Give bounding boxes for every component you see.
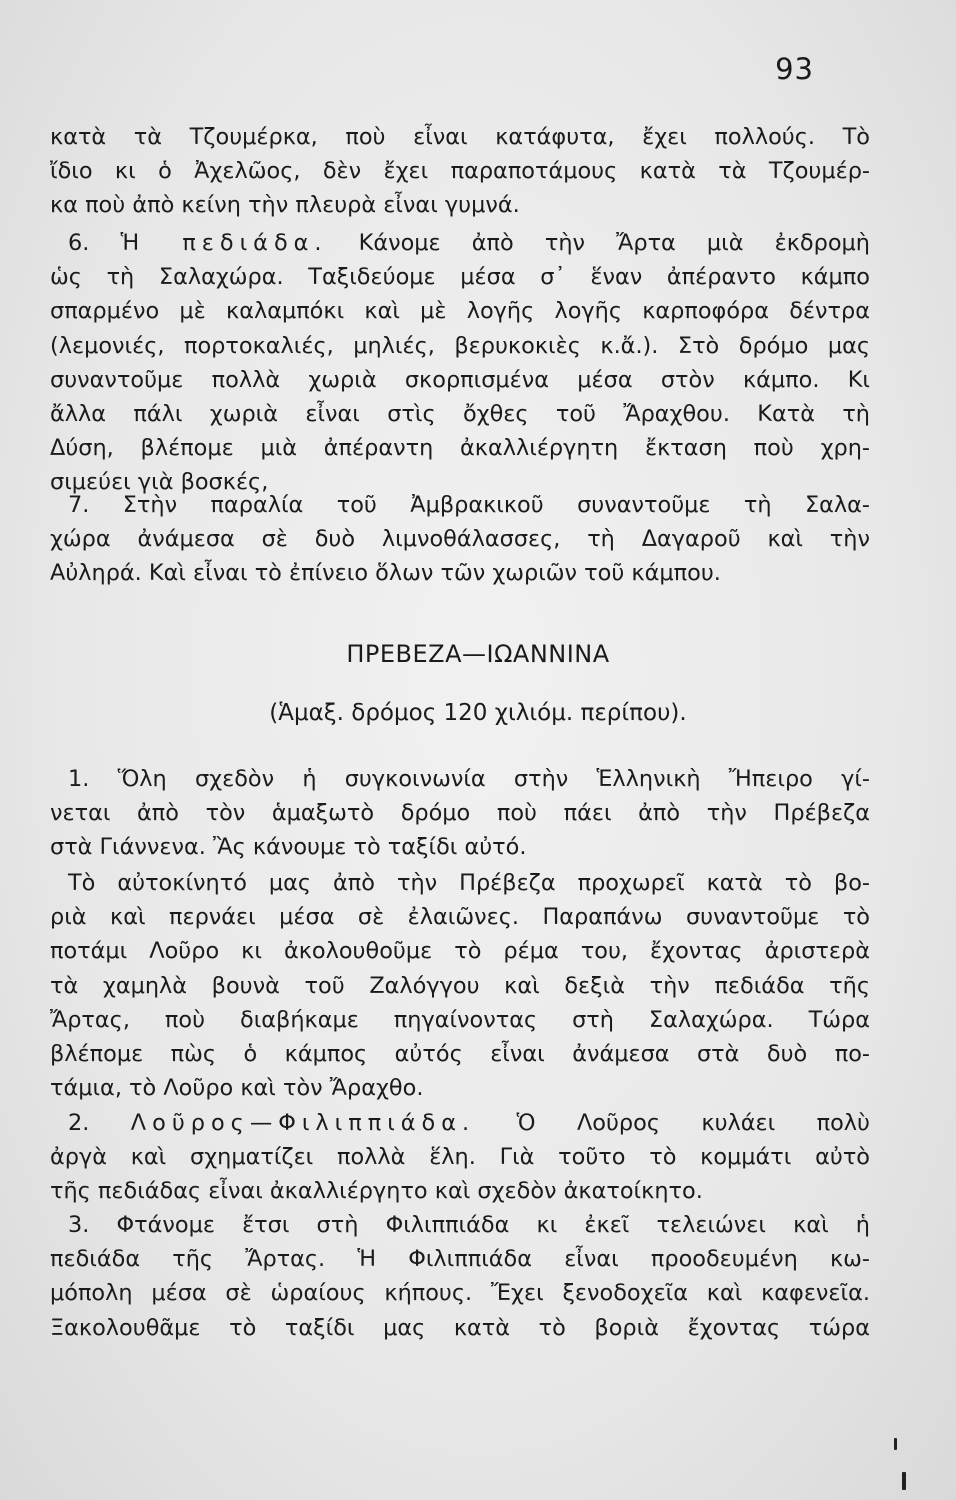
scan-speck (894, 1438, 897, 1450)
text-line: βλέπομε πὼς ὁ κάμπος αὐτός εἶναι ἀνάμεσα στὰ δυὸ πο- (50, 1040, 870, 1067)
section-subheading: (Ἁμαξ. δρόμος 120 χιλιόμ. περίπου). (269, 700, 687, 726)
text-line: μόπολη μέσα σὲ ὡραίους κήπους. Ἔχει ξενοδοχεῖα καὶ καφενεῖα. (50, 1280, 870, 1307)
text-line: Ἄρτας, ποὺ διαβήκαμε πηγαίνοντας στὴ Σαλαχώρα. Τώρα (50, 1006, 870, 1033)
text-line: νεται ἀπὸ τὸν ἁμαξωτὸ δρόμο ποὺ πάει ἀπὸ τὴν Πρέβεζα (50, 800, 870, 827)
text-line: κατὰ τὰ Τζουμέρκα, ποὺ εἶναι κατάφυτα, ἔχει πολλούς. Τὸ (50, 124, 870, 150)
text-line: Ξακολουθᾶμε τὸ ταξίδι μας κατὰ τὸ βοριὰ ἔχοντας τώρα (50, 1314, 870, 1341)
item-title: Ἡ πεδιάδα. (120, 230, 328, 256)
paragraph-continuation (50, 120, 870, 223)
text-line: στὰ Γιάννενα. Ἂς κάνουμε τὸ ταξίδι αὐτό. (50, 834, 527, 861)
paragraph-item-6 (50, 226, 870, 500)
text-line: ὡς τὴ Σαλαχώρα. Ταξιδεύομε μέσα σ᾿ ἕναν ἀπέραντο κάμπο (50, 264, 870, 291)
text-line: 1. Ὅλη σχεδὸν ἡ συγκοινωνία στὴν Ἑλληνικὴ Ἤπειρο γί- (68, 766, 870, 792)
page-number: 93 (775, 52, 814, 86)
text-line: χώρα ἀνάμεσα σὲ δυὸ λιμνοθάλασσες, τὴ Δαγαροῦ καὶ τὴν (50, 526, 870, 553)
paragraph-item-2 (50, 1106, 870, 1209)
item-number: 6. (68, 230, 90, 256)
text-line: τάμια, τὸ Λοῦρο καὶ τὸν Ἄραχθο. (50, 1075, 424, 1102)
text-line: (λεμονιές, πορτοκαλιές, μηλιές, βερυκοκιὲς κ.ἄ.). Στὸ δρόμο μας (50, 332, 870, 359)
item-text: Κάνομε ἀπὸ τὴν Ἄρτα μιὰ ἐκδρομὴ (358, 230, 870, 256)
text-line: τῆς πεδιάδας εἶναι ἀκαλλιέργητο καὶ σχεδὸν ἀκατοίκητο. (50, 1178, 703, 1205)
text-line: συναντοῦμε πολλὰ χωριὰ σκορπισμένα μέσα στὸν κάμπο. Κι (50, 366, 870, 393)
item-number: 2. (68, 1110, 90, 1136)
text-line: 3. Φτάνομε ἔτσι στὴ Φιλιππιάδα κι ἐκεῖ τελειώνει καὶ ἡ (68, 1212, 870, 1238)
text-line: ἀργὰ καὶ σχηματίζει πολλὰ ἕλη. Γιὰ τοῦτο τὸ κομμάτι αὐτὸ (50, 1144, 870, 1171)
text-line: ἴδιο κι ὁ Ἀχελῶος, δὲν ἔχει παραποτάμους κατὰ τὰ Τζουμέρ- (50, 158, 870, 185)
text-line: σπαρμένο μὲ καλαμπόκι καὶ μὲ λογῆς λογῆς καρποφόρα δέντρα (50, 298, 870, 325)
scan-speck (902, 1472, 906, 1490)
text-line: Τὸ αὐτοκίνητό μας ἀπὸ τὴν Πρέβεζα προχωρεῖ κατὰ τὸ βο- (68, 870, 870, 896)
text-line: Δύση, βλέπομε μιὰ ἀπέραντη ἀκαλλιέργητη ἔκταση ποὺ χρη- (50, 435, 870, 462)
text-line (50, 226, 870, 260)
paragraph-item-3 (50, 1208, 870, 1345)
paragraph-item-1 (50, 762, 870, 865)
item-text: Ὁ Λοῦρος κυλάει πολὺ (516, 1110, 870, 1136)
item-title: Λοῦρος—Φιλιππιάδα. (130, 1110, 476, 1136)
text-line: σιμεύει γιὰ βοσκές, (50, 469, 269, 496)
text-line: τὰ χαμηλὰ βουνὰ τοῦ Ζαλόγγου καὶ δεξιὰ τὴν πεδιάδα τῆς (50, 972, 870, 999)
text-line: ποτάμι Λοῦρο κι ἀκολουθοῦμε τὸ ρέμα του, ἔχοντας ἀριστερὰ (50, 938, 870, 965)
text-line: Αὐληρά. Καὶ εἶναι τὸ ἐπίνειο ὅλων τῶν χωριῶν τοῦ κάμπου. (50, 560, 721, 587)
text-line: 7. Στὴν παραλία τοῦ Ἀμβρακικοῦ συναντοῦμε τὴ Σαλα- (68, 492, 870, 518)
text-line: ριὰ καὶ περνάει μέσα σὲ ἐλαιῶνες. Παραπάνω συναντοῦμε τὸ (50, 904, 870, 931)
text-line: πεδιάδα τῆς Ἄρτας. Ἡ Φιλιππιάδα εἶναι προοδευμένη κω- (50, 1246, 870, 1273)
paragraph-item-7 (50, 488, 870, 591)
text-line: ἄλλα πάλι χωριὰ εἶναι στὶς ὄχθες τοῦ Ἄραχθου. Κατὰ τὴ (50, 400, 870, 427)
section-heading: ΠΡΕΒΕΖΑ—ΙΩΑΝΝΙΝΑ (346, 640, 610, 668)
text-line: κα ποὺ ἀπὸ κείνη τὴν πλευρὰ εἶναι γυμνά. (50, 192, 520, 219)
text-line (50, 1106, 870, 1140)
paragraph-car-journey (50, 866, 870, 1105)
